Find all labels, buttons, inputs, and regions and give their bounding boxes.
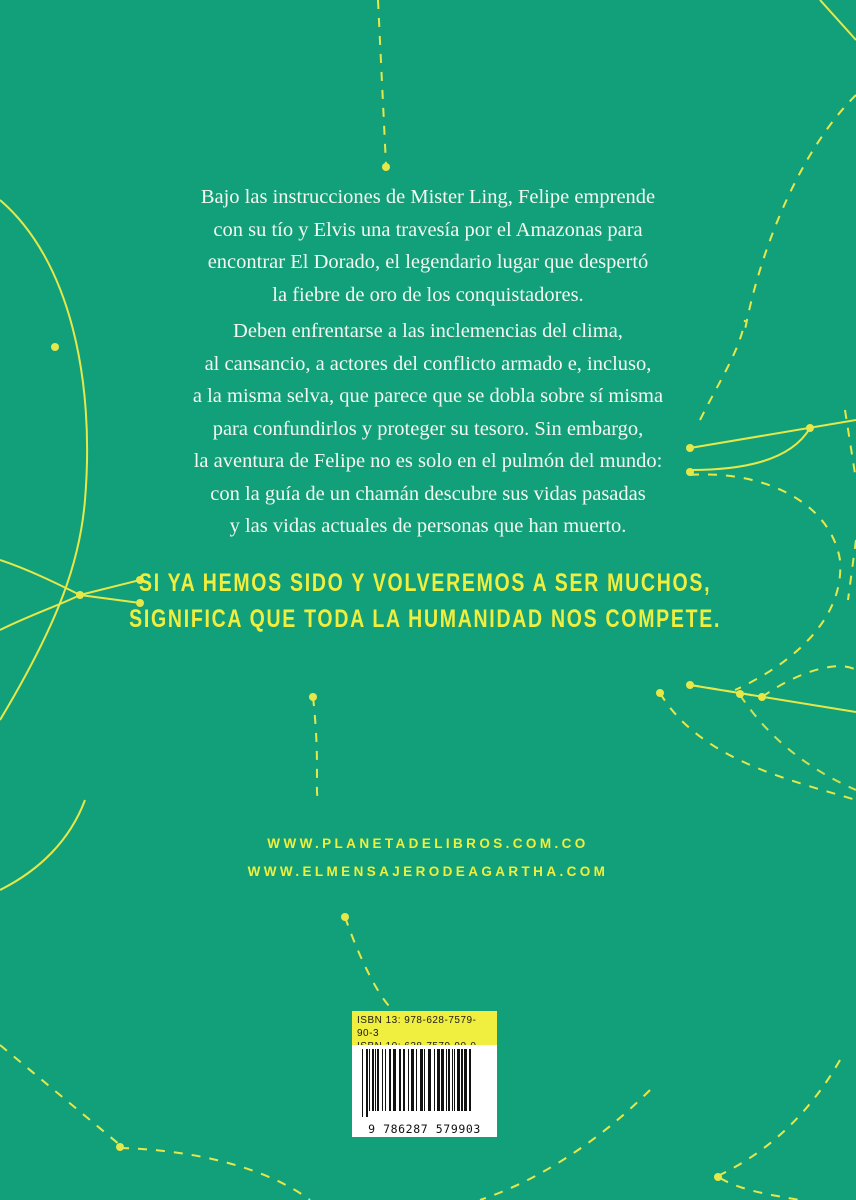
barcode-bar (452, 1049, 453, 1111)
synopsis-paragraph-1 (0, 181, 856, 311)
synopsis-line: con su tío y Elvis una travesía por el Amazonas para (213, 218, 643, 241)
isbn-label (352, 1011, 497, 1045)
barcode-bar (448, 1049, 450, 1111)
barcode-bar (393, 1049, 396, 1111)
quote-line: SI YA HEMOS SIDO Y VOLVEREMOS A SER MUCHOS, (139, 569, 712, 597)
barcode-bar (385, 1049, 386, 1111)
barcode-bar (389, 1049, 391, 1111)
synopsis-line: la aventura de Felipe no es solo en el pulmón del mundo: (193, 450, 663, 472)
synopsis-line: encontrar El Dorado, el legendario lugar que despertó (207, 251, 649, 273)
barcode-bar (461, 1049, 463, 1111)
barcode-bar (437, 1049, 440, 1111)
barcode-bar (424, 1049, 425, 1111)
barcode-bar (408, 1049, 409, 1111)
barcode-bar (469, 1049, 471, 1111)
quote-line: SIGNIFICA QUE TODA LA HUMANIDAD NOS COMPETE. (129, 605, 722, 633)
synopsis-line: a la misma selva, que parece que se dobla sobre sí misma (192, 385, 664, 407)
barcode-bar (362, 1049, 363, 1117)
barcode (352, 1045, 497, 1137)
synopsis-line: y las vidas actuales de personas que han muerto. (229, 515, 627, 537)
barcode-bar (372, 1049, 374, 1111)
synopsis-line: con la guía de un chamán descubre sus vidas pasadas (210, 482, 646, 505)
barcode-bar (441, 1049, 444, 1111)
synopsis-line: Bajo las instrucciones de Mister Ling, Felipe emprende (200, 186, 656, 208)
barcode-bar (457, 1049, 460, 1111)
synopsis-line: Deben enfrentarse a las inclemencias del clima, (233, 320, 623, 342)
barcode-bar (403, 1049, 405, 1111)
website-link[interactable]: WWW.PLANETADELIBROS.COM.CO (267, 836, 589, 851)
barcode-bar (416, 1049, 417, 1111)
isbn-13: ISBN 13: 978-628-7579-90-3 (357, 1015, 477, 1039)
barcode-bar (420, 1049, 423, 1111)
barcode-bar (464, 1049, 467, 1111)
website-link[interactable]: WWW.ELMENSAJERODEAGARTHA.COM (247, 864, 609, 879)
barcode-bar (411, 1049, 414, 1111)
barcode-bar (375, 1049, 376, 1111)
barcode-bar (382, 1049, 383, 1111)
barcode-bars (362, 1049, 487, 1117)
barcode-digits: 9 786287 579903 (368, 1122, 481, 1136)
barcode-bar (446, 1049, 447, 1111)
synopsis-line: la fiebre de oro de los conquistadores. (272, 283, 584, 306)
synopsis-line: para confundirlos y proteger su tesoro. Sin embargo, (212, 417, 644, 440)
barcode-bar (377, 1049, 379, 1111)
barcode-bar (454, 1049, 455, 1111)
website-links (0, 830, 856, 886)
barcode-bar (434, 1049, 435, 1111)
barcode-bar (369, 1049, 370, 1111)
synopsis-line: al cansancio, a actores del conflicto armado e, incluso, (204, 352, 652, 375)
barcode-bar (428, 1049, 431, 1111)
synopsis-paragraph-2 (0, 315, 856, 543)
barcode-bar (366, 1049, 368, 1117)
barcode-bar (399, 1049, 401, 1111)
tagline-quote (91, 565, 759, 637)
